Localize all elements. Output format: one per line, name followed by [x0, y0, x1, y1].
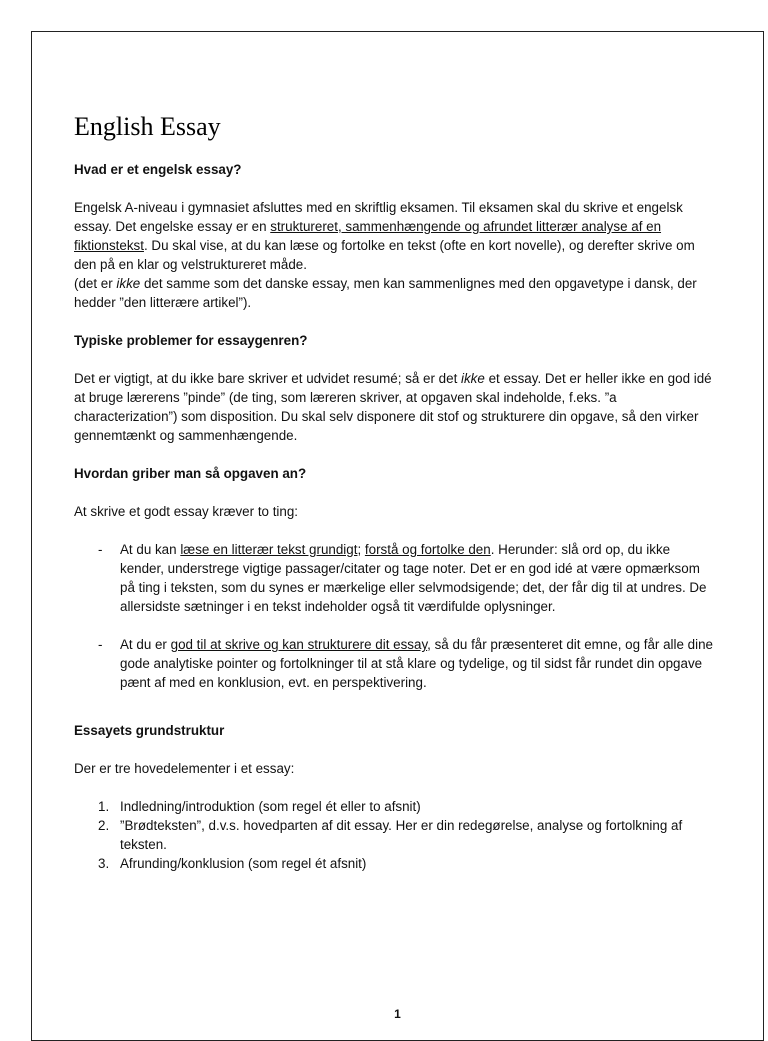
- list-item: - At du kan læse en litterær tekst grundigt; forstå og fortolke den. Herunder: slå ord op, du ikke kender, understrege vigtige passager/citater og tage noter. Det er en god idé at være opmærksom på ting i teksten, som du synes er mærkelige eller selvmodsigende; det, der får dig til at undres. De allersidste sætninger i en tekst indeholder også tit værdifulde oplysninger.: [98, 542, 707, 614]
- section-heading-typical-problems: Typiske problemer for essaygenren?: [74, 333, 308, 348]
- paragraph-note: (det er ikke det samme som det danske essay, men kan sammenlignes med den opgavetype i dansk, der hedder ”den litterære artikel”).: [74, 276, 697, 310]
- document-title: English Essay: [74, 112, 221, 141]
- paragraph-intro: Engelsk A-niveau i gymnasiet afsluttes med en skriftlig eksamen. Til eksamen skal du skrive et engelsk essay. Det engelske essay er en struktureret, sammenhængende og afrundet litterær analyse af en fiktionstekst. Du skal vise, at du kan læse og fortolke en tekst (ofte en kort novelle), og derefter skrive om den på en klar og velstruktureret måde.: [74, 200, 695, 272]
- dash-list: [74, 540, 714, 692]
- section-heading-structure: Essayets grundstruktur: [74, 723, 225, 738]
- paragraph-three-elements: Der er tre hovedelementer i et essay:: [74, 761, 295, 776]
- section-heading-what-is-essay: Hvad er et engelsk essay?: [74, 162, 242, 177]
- list-item: 2. ”Brødteksten”, d.v.s. hovedparten af dit essay. Her er din redegørelse, analyse og fortolkning af teksten.: [98, 818, 683, 852]
- list-item: 1. Indledning/introduktion (som regel ét eller to afsnit): [98, 799, 421, 814]
- numbered-list: [74, 797, 714, 873]
- italic-word: ikke: [461, 371, 485, 386]
- list-item: 3. Afrunding/konklusion (som regel ét afsnit): [98, 856, 367, 871]
- underlined-phrase: læse en litterær tekst grundigt: [180, 542, 358, 557]
- list-item: - At du er god til at skrive og kan strukturere dit essay, så du får præsenteret dit emne, og får alle dine gode analytiske pointer og fortolkninger til at stå klare og tydelige, og til sidst får rundet din opgave pænt af med en konklusion, evt. en perspektivering.: [98, 637, 713, 690]
- underlined-phrase: forstå og fortolke den: [364, 542, 491, 557]
- paragraph-two-things: At skrive et godt essay kræver to ting:: [74, 504, 299, 519]
- page-content: [74, 112, 714, 873]
- paragraph-problems: Det er vigtigt, at du ikke bare skriver et udvidet resumé; så er det ikke et essay. Det er heller ikke en god idé at bruge lærerens ”pinde” (de ting, som læreren skriver, at opgaven skal indeholde, f.eks. ”a characterization”) som disposition. Du skal selv disponere dit stof og strukturere din opgave, så den virker gennemtænkt og sammenhængende.: [74, 371, 712, 443]
- document-page: [31, 31, 764, 1041]
- italic-word: ikke: [116, 276, 141, 291]
- underlined-phrase: god til at skrive og kan strukturere dit essay: [170, 637, 428, 652]
- underlined-phrase: struktureret, sammenhængende og afrundet litterær analyse af en fiktionstekst: [74, 219, 662, 253]
- section-heading-approach: Hvordan griber man så opgaven an?: [74, 466, 307, 481]
- dash-bullet: -: [98, 637, 103, 652]
- dash-bullet: -: [98, 542, 103, 557]
- page-number: 1: [394, 1007, 401, 1021]
